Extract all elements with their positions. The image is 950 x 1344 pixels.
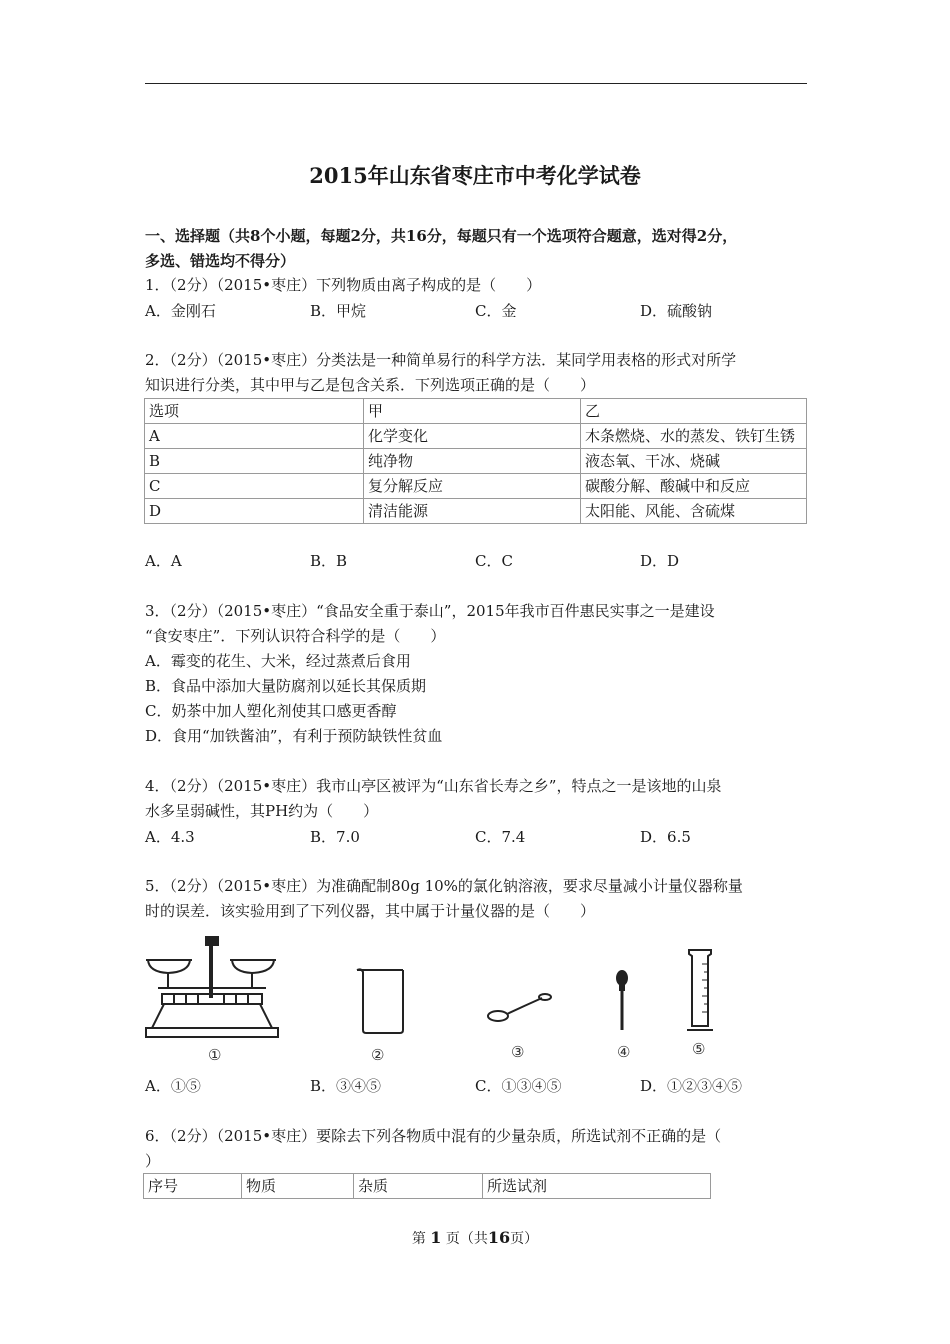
- footer-prefix: 第: [411, 1231, 426, 1247]
- header-rule: [145, 83, 807, 84]
- section-heading-line1: 一、选择题（共8个小题，每题2分，共16分，每题只有一个选项符合题意，选对得2分，: [145, 227, 738, 245]
- footer-suffix: 页）: [510, 1231, 539, 1247]
- question-1-stem: 1．（2分）（2015•枣庄）下列物质由离子构成的是（ ）: [145, 276, 542, 294]
- balance-scale-icon: [144, 936, 279, 1040]
- question-3-stem-line2: “食安枣庄”．下列认识符合科学的是（ ）: [145, 627, 446, 645]
- question-2-table: [144, 398, 807, 524]
- table-cell: 化学变化: [364, 424, 581, 449]
- question-3-option-b: B．食品中添加大量防腐剂以延长其保质期: [145, 677, 427, 695]
- table-row: [145, 424, 807, 449]
- question-5-option-a: A．①⑤: [145, 1077, 201, 1095]
- question-3-option-d: D．食用“加铁酱油”，有利于预防缺铁性贫血: [145, 727, 443, 745]
- page-footer: [0, 1228, 950, 1248]
- footer-total-pages: 16: [487, 1228, 511, 1247]
- question-3-option-a: A．霉变的花生、大米，经过蒸煮后食用: [145, 652, 411, 670]
- question-1-option-c: C．金: [475, 302, 517, 320]
- figure-label-4: ④: [617, 1043, 631, 1061]
- table-header-cell: 所选试剂: [483, 1174, 711, 1199]
- table-header-cell: 选项: [145, 399, 364, 424]
- question-4-stem-line2: 水多呈弱碱性，其PH约为（ ）: [145, 802, 379, 820]
- section-heading-line2: 多选、错选均不得分）: [145, 252, 296, 270]
- question-6-stem-line1: 6．（2分）（2015•枣庄）要除去下列各物质中混有的少量杂质，所选试剂不正确的是（: [145, 1127, 722, 1145]
- table-cell: 液态氧、干冰、烧碱: [581, 449, 807, 474]
- question-6-table: [143, 1173, 711, 1199]
- question-2-option-a: A．A: [145, 552, 182, 570]
- question-1-option-b: B．甲烷: [310, 302, 367, 320]
- question-5-stem-line1: 5．（2分）（2015•枣庄）为准确配制80g 10%的氯化钠溶液，要求尽量减小计量仪器称量: [145, 877, 743, 895]
- question-5-option-b: B．③④⑤: [310, 1077, 382, 1095]
- question-1-option-d: D．硫酸钠: [640, 302, 713, 320]
- question-4-option-c: C．7.4: [475, 828, 526, 846]
- figure-label-2: ②: [371, 1046, 385, 1064]
- question-4-option-d: D．6.5: [640, 828, 691, 846]
- question-6-stem-line2: ）: [145, 1152, 161, 1170]
- question-5-option-d: D．①②③④⑤: [640, 1077, 743, 1095]
- graduated-cylinder-icon: [683, 948, 717, 1034]
- table-header-cell: 甲: [364, 399, 581, 424]
- table-cell: 纯净物: [364, 449, 581, 474]
- table-cell: B: [145, 449, 364, 474]
- table-header-cell: 物质: [242, 1174, 354, 1199]
- question-4-option-b: B．7.0: [310, 828, 360, 846]
- table-cell: A: [145, 424, 364, 449]
- table-cell: D: [145, 499, 364, 524]
- beaker-icon: [355, 966, 409, 1036]
- table-row: [145, 499, 807, 524]
- figure-label-5: ⑤: [692, 1040, 706, 1058]
- question-2-stem-line1: 2．（2分）（2015•枣庄）分类法是一种简单易行的科学方法．某同学用表格的形式对所学: [145, 351, 737, 369]
- table-header-cell: 杂质: [354, 1174, 483, 1199]
- table-header-cell: 序号: [144, 1174, 242, 1199]
- spatula-icon: [484, 992, 554, 1026]
- page-title: 2015年山东省枣庄市中考化学试卷: [309, 163, 641, 188]
- question-3-option-c: C．奶茶中加人塑化剂使其口感更香醇: [145, 702, 397, 720]
- question-2-option-c: C．C: [475, 552, 513, 570]
- table-cell: 清洁能源: [364, 499, 581, 524]
- question-2-option-d: D．D: [640, 552, 680, 570]
- figure-label-3: ③: [511, 1043, 525, 1061]
- table-cell: 太阳能、风能、含硫煤: [581, 499, 807, 524]
- table-cell: 复分解反应: [364, 474, 581, 499]
- table-cell: 碳酸分解、酸碱中和反应: [581, 474, 807, 499]
- question-3-stem-line1: 3．（2分）（2015•枣庄）“食品安全重于泰山”，2015年我市百件惠民实事之一是建设: [145, 602, 715, 620]
- question-4-stem-line1: 4．（2分）（2015•枣庄）我市山亭区被评为“山东省长寿之乡”，特点之一是该地的山泉: [145, 777, 722, 795]
- table-cell: C: [145, 474, 364, 499]
- figure-label-1: ①: [208, 1046, 222, 1064]
- table-row: [145, 474, 807, 499]
- table-header-row: [144, 1174, 711, 1199]
- table-header-row: [145, 399, 807, 424]
- footer-page-number: 1: [430, 1228, 442, 1247]
- question-1-option-a: A．金刚石: [145, 302, 216, 320]
- question-5-option-c: C．①③④⑤: [475, 1077, 562, 1095]
- question-2-stem-line2: 知识进行分类，其中甲与乙是包含关系．下列选项正确的是（ ）: [145, 376, 596, 394]
- question-2-option-b: B．B: [310, 552, 348, 570]
- footer-middle: 页（共: [445, 1231, 488, 1247]
- table-header-cell: 乙: [581, 399, 807, 424]
- table-cell: 木条燃烧、水的蒸发、铁钉生锈: [581, 424, 807, 449]
- question-5-stem-line2: 时的误差．该实验用到了下列仪器，其中属于计量仪器的是（ ）: [145, 902, 596, 920]
- table-row: [145, 449, 807, 474]
- dropper-icon: [613, 970, 631, 1034]
- question-4-option-a: A．4.3: [145, 828, 195, 846]
